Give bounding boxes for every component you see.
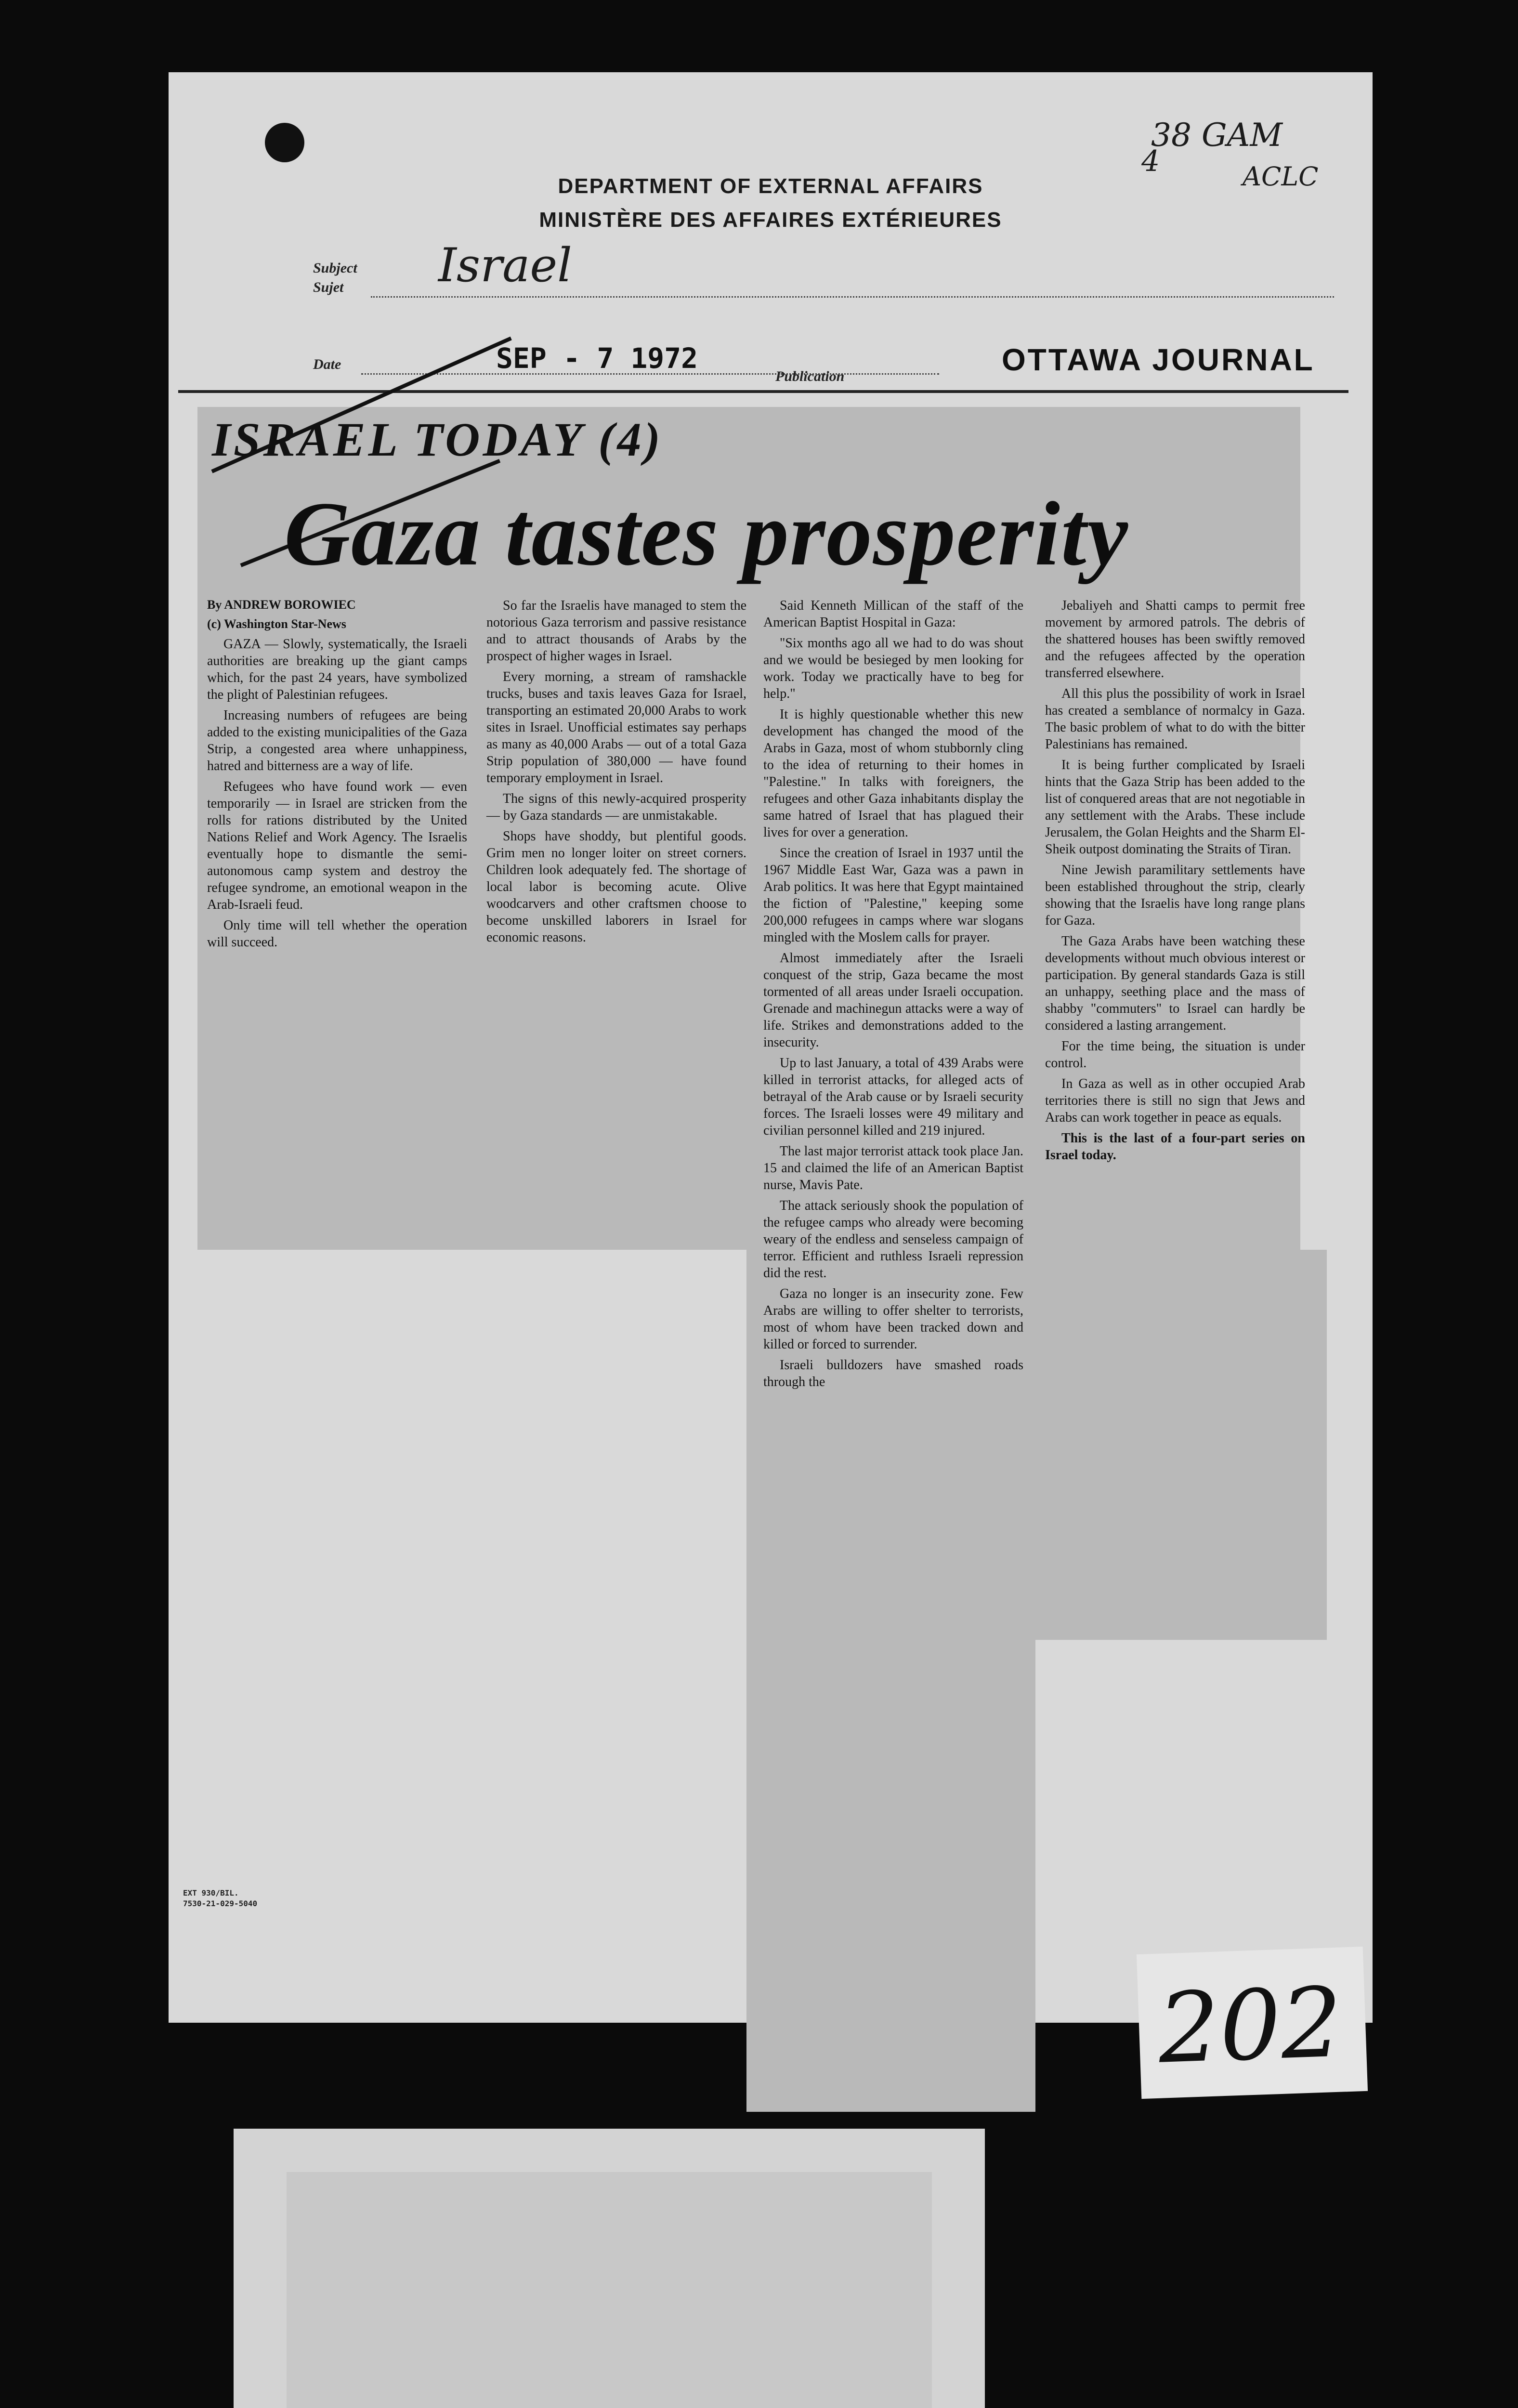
- paragraph: For the time being, the situation is under control.: [1045, 1039, 1305, 1071]
- page-number-tag: [1137, 1947, 1368, 2099]
- paragraph: Since the creation of Israel in 1937 until the 1967 Middle East War, Gaza was a pawn in Arab politics. It was here that Egypt maintained the fiction of "Palestine," keeping some 200,000 refugees in camps where war slogans mingled with the Moslem calls for prayer.: [763, 846, 1023, 945]
- form-code: [183, 1888, 257, 1909]
- paragraph: The Gaza Arabs have been watching these developments without much obvious interest or participation. By general standards Gaza is still an unhappy, seething place and the mass of shabby "commuters" to Israel can hardly be considered a lasting arrangement.: [1045, 934, 1305, 1033]
- corner-note-initials: ACLC: [1243, 161, 1319, 192]
- byline-author: By ANDREW BOROWIEC: [207, 598, 356, 612]
- paragraph: The last major terrorist attack took place Jan. 15 and claimed the life of an American Baptist nurse, Mavis Pate.: [763, 1144, 1023, 1192]
- date-stamp: SEP - 7 1972: [496, 342, 698, 375]
- clipping-col4-extension: [1035, 1250, 1327, 1640]
- paragraph: Every morning, a stream of ramshackle trucks, buses and taxis leaves Gaza for Israel, transporting an estimated 20,000 Arabs to work sites in Israel. Unofficial estimates say perhaps as many as 40,000 Arabs — out of a total Gaza Strip population of 380,000 — have found temporary employment in Israel.: [486, 669, 746, 785]
- paragraph: Israeli bulldozers have smashed roads through the: [763, 1358, 1023, 1389]
- paragraph: The signs of this newly-acquired prosperity — by Gaza standards — are unmistakable.: [486, 791, 746, 823]
- corner-mark: 4: [1141, 144, 1160, 178]
- paragraph: The attack seriously shook the population of the refugee camps who already were becoming weary of the endless and senseless campaign of terror. Efficient and ruthless Israeli repression did the rest.: [763, 1198, 1023, 1281]
- subject-value: Israel: [438, 238, 572, 292]
- article-column-3: [763, 597, 1023, 1394]
- subject-line: [371, 296, 1334, 298]
- paragraph: "Six months ago all we had to do was shout and we would be besieged by men looking for work. Today we practically have to beg for help.": [763, 636, 1023, 701]
- paragraph: It is highly questionable whether this new development has changed the mood of the Arabs in Gaza, most of whom stubbornly cling to the idea of returning to their homes in "Palestine." In talks with foreigners, the refugees and other Gaza inhabitants display the same hatred of Israel that has plagued their lives for over a generation.: [763, 707, 1023, 840]
- page-number: 202: [1156, 1966, 1344, 2085]
- paragraph: So far the Israelis have managed to stem the notorious Gaza terrorism and passive resistance and to attract thousands of Arabs by the prospect of higher wages in Israel.: [486, 598, 746, 664]
- next-sheet-inner: [287, 2172, 932, 2408]
- paragraph: Increasing numbers of refugees are being added to the existing municipalities of the Gaza Strip, a congested area where unhappiness, hatred and bitterness are a way of life.: [207, 708, 467, 773]
- paragraph: GAZA — Slowly, systematically, the Israeli authorities are breaking up the giant camps which, for the past 24 years, have symbolized the plight of Palestinian refugees.: [207, 637, 467, 702]
- form-code-line-2: 7530-21-029-5040: [183, 1899, 258, 1908]
- paragraph: All this plus the possibility of work in Israel has created a semblance of normalcy in Gaza. The basic problem of what to do with the bitter Palestinians has remained.: [1045, 686, 1305, 752]
- headline: Gaza tastes prosperity: [284, 484, 1129, 585]
- punch-hole: [265, 123, 304, 162]
- publication-name: OTTAWA JOURNAL: [1002, 342, 1315, 377]
- paragraph: Shops have shoddy, but plentiful goods. Grim men no longer loiter on street corners. Children look adequately fed. The shortage of local labor is becoming acute. Olive woodcarvers and other craftsmen choose to become unskilled laborers in Israel for economic reasons.: [486, 829, 746, 945]
- paragraph: Said Kenneth Millican of the staff of the American Baptist Hospital in Gaza:: [763, 598, 1023, 630]
- article-column-4: [1045, 597, 1305, 1167]
- paragraph: In Gaza as well as in other occupied Arab territories there is still no sign that Jews and Arabs can work together in peace as equals.: [1045, 1076, 1305, 1125]
- department-title-fr: MINISTÈRE DES AFFAIRES EXTÉRIEURES: [539, 208, 1002, 232]
- paragraph: Refugees who have found work — even temporarily — in Israel are stricken from the rolls for rations distributed by the United Nations Relief and Work Agency. The Israelis eventually hope to dismantle the semi-autonomous camp system and destroy the refugee syndrome, an emotional weapon in the Arab-Israeli feud.: [207, 779, 467, 912]
- paragraph: Up to last January, a total of 439 Arabs were killed in terrorist attacks, for alleged acts of betrayal of the Arab cause or by Israeli security forces. The Israeli losses were 49 military and civilian personnel killed and 219 injured.: [763, 1056, 1023, 1138]
- paragraph: Jebaliyeh and Shatti camps to permit free movement by armored patrols. The debris of the shattered houses has been swiftly removed and the refugees affected by the operation transferred elsewhere.: [1045, 598, 1305, 681]
- corner-note-code: 38 GAM: [1151, 117, 1282, 154]
- form-code-line-1: EXT 930/BIL.: [183, 1888, 239, 1898]
- date-label: Date: [313, 356, 341, 372]
- paragraph: Only time will tell whether the operation will succeed.: [207, 918, 467, 950]
- byline-agency: (c) Washington Star-News: [207, 617, 346, 631]
- series-kicker: ISRAEL TODAY (4): [212, 413, 663, 466]
- series-note: This is the last of a four-part series on Israel today.: [1045, 1131, 1305, 1163]
- subject-label-en: Subject: [313, 260, 357, 276]
- department-title-en: DEPARTMENT OF EXTERNAL AFFAIRS: [558, 174, 983, 198]
- paragraph: Gaza no longer is an insecurity zone. Few Arabs are willing to offer shelter to terrorists, most of whom have been tracked down and killed or forced to surrender.: [763, 1286, 1023, 1352]
- article-column-2: [486, 597, 746, 950]
- publication-label: Publication: [775, 368, 845, 384]
- subject-label-fr: Sujet: [313, 279, 344, 295]
- paragraph: It is being further complicated by Israeli hints that the Gaza Strip has been added to the list of conquered areas that are not negotiable in any settlement with the Arabs. These include Jerusalem, the Golan Heights and the Sharm El-Sheik outpost dominating the Straits of Tiran.: [1045, 758, 1305, 857]
- paragraph: Almost immediately after the Israeli conquest of the strip, Gaza became the most tormented of all areas under Israeli occupation. Grenade and machinegun attacks were a way of life. Strikes and demonstrations added to the insecurity.: [763, 951, 1023, 1050]
- article-column-1: [207, 597, 467, 955]
- header-rule: [178, 390, 1348, 393]
- paragraph: Nine Jewish paramilitary settlements have been established throughout the strip, clearly showing that the Israelis have long range plans for Gaza.: [1045, 863, 1305, 928]
- next-sheet-edge: [234, 2129, 985, 2408]
